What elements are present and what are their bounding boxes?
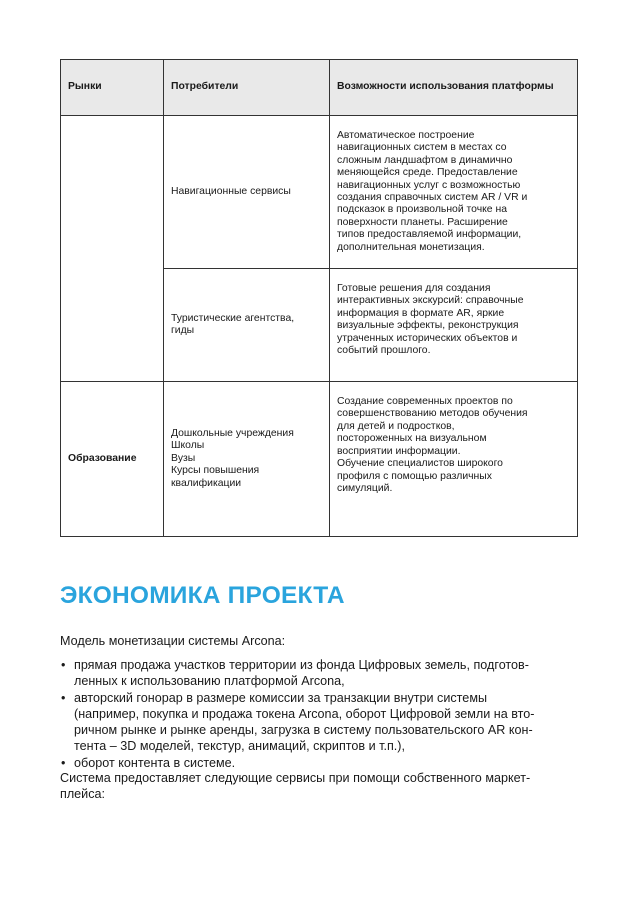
list-item — [60, 755, 580, 771]
opportunities-cell: Готовые решения для создания интерактивных экскурсий: справочные информация в формате AR, яркие визуальные эффекты, реконструкция утраченных исторических объектов и событий прошлого. — [330, 269, 578, 382]
table-header-row — [61, 60, 578, 116]
section-title: ЭКОНОМИКА ПРОЕКТА — [60, 582, 345, 609]
market-cell-education: Образование — [61, 382, 164, 537]
table-row — [61, 116, 578, 269]
monetization-list — [60, 657, 580, 771]
bullet-icon: • — [61, 755, 66, 770]
header-opportunities: Возможности использования платформы — [330, 60, 578, 116]
header-markets: Рынки — [61, 60, 164, 116]
list-item-text: прямая продажа участков территории из фонда Цифровых земель, подготов- ленных к использованию платформой Arcona, — [74, 658, 529, 689]
consumers-cell: Туристические агентства, гиды — [164, 269, 330, 382]
markets-table — [60, 59, 578, 537]
list-item — [60, 657, 580, 690]
consumers-cell: Навигационные сервисы — [164, 116, 330, 269]
opportunities-cell: Автоматическое построение навигационных систем в местах со сложным ландшафтом в динамично меняющейся среде. Предоставление навигационных услуг с возможностью создания справочных систем AR / VR и подсказок в произвольной точке на поверхности планеты. Расширение типов предоставляемой информации, дополнительная монетизация. — [330, 116, 578, 269]
bullet-icon: • — [61, 658, 66, 672]
services-intro: Система предоставляет следующие сервисы при помощи собственного маркет- плейса: — [60, 771, 531, 802]
list-item-text: авторский гонорар в размере комиссии за транзакции внутри системы (например, покупка и продажа токена Arcona, оборот Цифровой земли на вто- ричном рынке и рынке аренды, загрузка в систему пользовательского AR кон- тента – 3D моделей, текстур, анимаций, скриптов и т.п.), — [74, 690, 535, 754]
opportunities-cell: Создание современных проектов по совершенствованию методов обучения для детей и подростков, постороженных на визуальном восприятии информации. Обучение специалистов широкого профиля с помощью различных симуляций. — [330, 382, 578, 537]
list-item-text: оборот контента в системе. — [74, 755, 236, 770]
bullet-icon: • — [61, 690, 66, 705]
consumers-cell: Дошкольные учреждения Школы Вузы Курсы повышения квалификации — [164, 382, 330, 537]
list-item — [60, 690, 580, 755]
table-row — [61, 382, 578, 537]
header-consumers: Потребители — [164, 60, 330, 116]
monetization-intro: Модель монетизации системы Arcona: — [60, 634, 286, 648]
market-cell — [61, 116, 164, 382]
